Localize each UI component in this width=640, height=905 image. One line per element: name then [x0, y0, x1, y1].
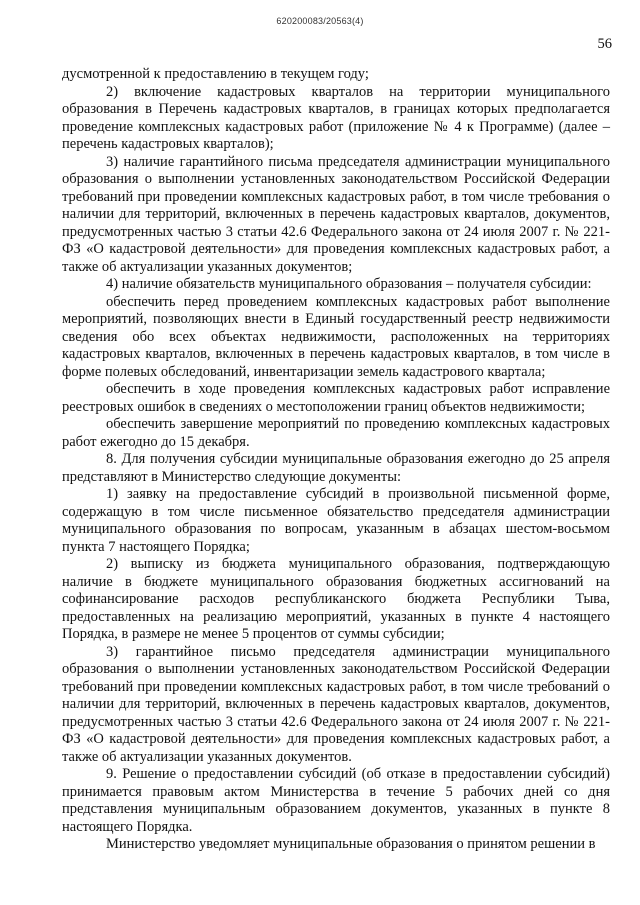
paragraph: 1) заявку на предоставление субсидий в произвольной письменной форме, содержащую в том числе письменное обязательство председателя администрации муниципального образования по вопросам, указанным в абзацах шестом-восьмом пункта 7 настоящего Порядка; [62, 486, 610, 555]
paragraph: дусмотренной к предоставлению в текущем году; [62, 66, 369, 82]
paragraph: 9. Решение о предоставлении субсидий (об отказе в предоставлении субсидий) принимается правовым актом Министерства в течение 5 рабочих дней со дня представления муниципальным образованием документов, указанных в пункте 8 настоящего Порядка. [62, 766, 610, 835]
document-body [62, 66, 610, 854]
page-number: 56 [597, 36, 612, 52]
paragraph: 2) включение кадастровых кварталов на территории муниципального образования в Перечень кадастровых кварталов, в границах которых предполагается проведение комплексных кадастровых работ (приложение № 4 к Программе) (далее – перечень кадастровых кварталов); [62, 83, 610, 152]
paragraph: 4) наличие обязательств муниципального образования – получателя субсидии: [106, 276, 592, 292]
paragraph: 8. Для получения субсидии муниципальные образования ежегодно до 25 апреля представляют в Министерство следующие документы: [62, 451, 610, 485]
paragraph: 3) гарантийное письмо председателя администрации муниципального образования о выполнении установленных законодательством Российской Федерации требований при проведении комплексных кадастровых работ, в том числе требований о наличии для территорий, включенных в перечень кадастровых кварталов, документов, предусмотренных частью 3 статьи 42.6 Федерального закона от 24 июля 2007 г. № 221-ФЗ «О кадастровой деятельности» для проведения комплексных кадастровых работ, а также об актуализации указанных документов. [62, 643, 610, 765]
document-code: 620200083/20563(4) [276, 16, 364, 26]
paragraph: обеспечить перед проведением комплексных кадастровых работ выполнение мероприятий, позволяющих внести в Единый государственный реестр недвижимости сведения обо всех объектах недвижимости, расположенных на территориях кадастровых кварталов, включенных в перечень кадастровых кварталов, в том числе в форме полевых обследований, инвентаризации земель кадастрового квартала; [62, 293, 610, 380]
paragraph: 3) наличие гарантийного письма председателя администрации муниципального образования о выполнении установленных законодательством Российской Федерации требований при проведении комплексных кадастровых работ, в том числе требования о наличии для территорий, включенных в перечень кадастровых кварталов, документов, предусмотренных частью 3 статьи 42.6 Федерального закона от 24 июля 2007 г. № 221-ФЗ «О кадастровой деятельности» для проведения комплексных кадастровых работ, а также об актуализации указанных документов; [62, 153, 610, 275]
paragraph: обеспечить завершение мероприятий по проведению комплексных кадастровых работ ежегодно до 15 декабря. [62, 416, 610, 450]
paragraph: Министерство уведомляет муниципальные образования о принятом решении в [106, 836, 596, 852]
paragraph: 2) выписку из бюджета муниципального образования, подтверждающую наличие в бюджете муниципального образования бюджетных ассигнований на софинансирование расходов республиканского бюджета Республики Тыва, предоставленных на реализацию мероприятий, указанных в пункте 4 настоящего Порядка, в размере не менее 5 процентов от суммы субсидии; [62, 556, 610, 642]
paragraph: обеспечить в ходе проведения комплексных кадастровых работ исправление реестровых ошибок в сведениях о местоположении границ объектов недвижимости; [62, 381, 610, 415]
